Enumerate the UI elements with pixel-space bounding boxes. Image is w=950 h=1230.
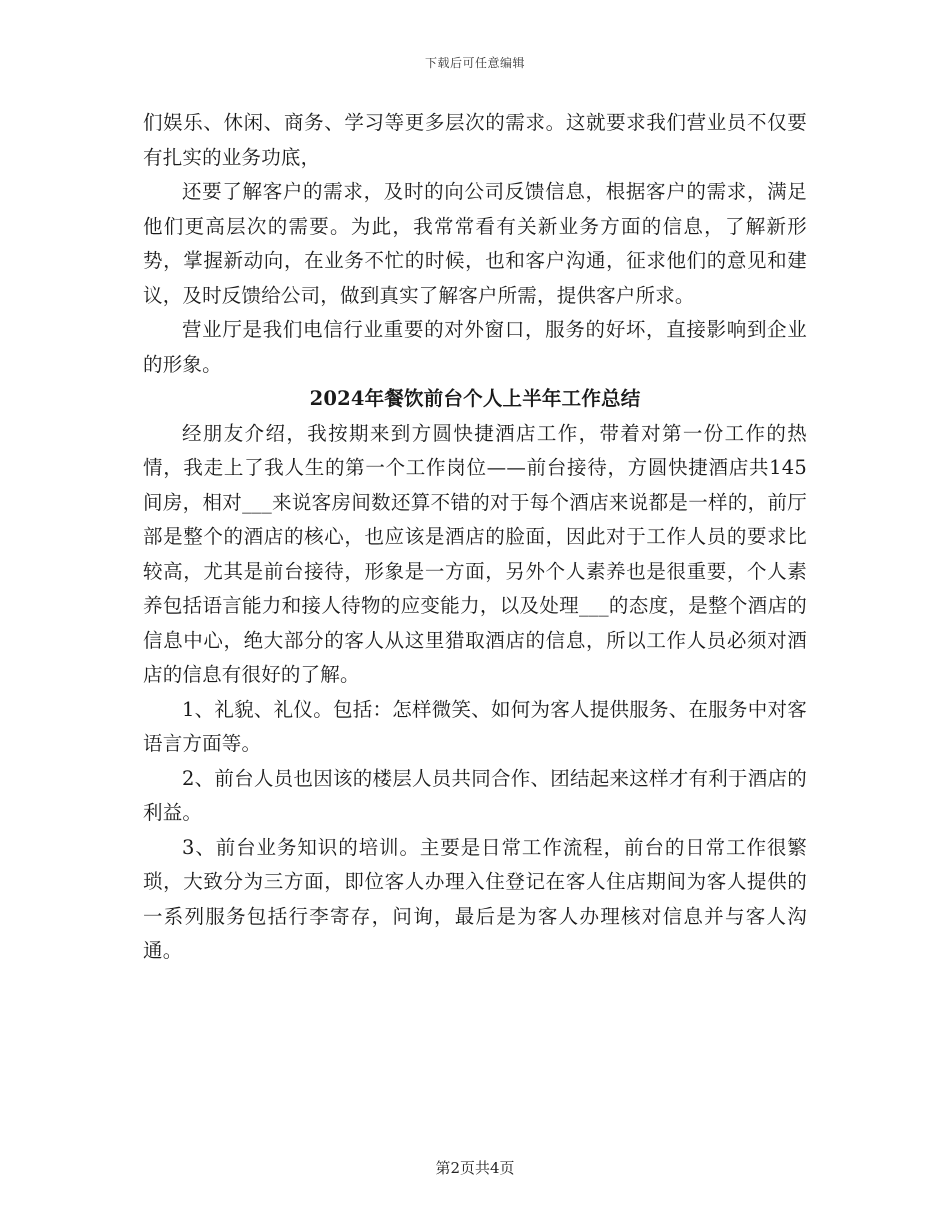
paragraph-introduction: 经朋友介绍，我按期来到方圆快捷酒店工作，带着对第一份工作的热情，我走上了我人生的第一个工作岗位——前台接待，方圆快捷酒店共145间房，相对___来说客房间数还算不错的对于每个酒店来说都是一样的，前厅部是整个的酒店的核心，也应该是酒店的脸面，因此对于工作人员的要求比较高，尤其是前台接待，形象是一方面，另外个人素养也是很重要，个人素养包括语言能力和接人待物的应变能力，以及处理___的态度，是整个酒店的信息中心，绝大部分的客人从这里猎取酒店的信息，所以工作人员必须对酒店的信息有很好的了解。	[143, 421, 807, 686]
list-item-training: 3、前台业务知识的培训。主要是日常工作流程，前台的日常工作很繁琐，大致分为三方面，即位客人办理入住登记在客人住店期间为客人提供的一系列服务包括行李寄存，问询，最后是为客人办理核对信息并与客人沟通。	[143, 835, 807, 962]
download-note: 下载后可任意编辑	[424, 56, 525, 70]
section-title: 2024年餐饮前台个人上半年工作总结	[309, 387, 641, 410]
paragraph-continuation: 们娱乐、休闲、商务、学习等更多层次的需求。这就要求我们营业员不仅要有扎实的业务功底，	[143, 111, 807, 169]
document-body	[143, 106, 807, 969]
paragraph-business-hall: 营业厅是我们电信行业重要的对外窗口，服务的好坏，直接影响到企业的形象。	[143, 318, 807, 376]
page-number: 第2页共4页	[435, 1159, 515, 1177]
list-item-etiquette: 1、礼貌、礼仪。包括：怎样微笑、如何为客人提供服务、在服务中对客语言方面等。	[143, 697, 807, 755]
paragraph-customer-needs: 还要了解客户的需求，及时的向公司反馈信息，根据客户的需求，满足他们更高层次的需要。为此，我常常看有关新业务方面的信息，了解新形势，掌握新动向，在业务不忙的时候，也和客户沟通，征求他们的意见和建议，及时反馈给公司，做到真实了解客户所需，提供客户所求。	[143, 180, 807, 307]
list-item-cooperation: 2、前台人员也因该的楼层人员共同合作、团结起来这样才有利于酒店的利益。	[143, 766, 807, 824]
